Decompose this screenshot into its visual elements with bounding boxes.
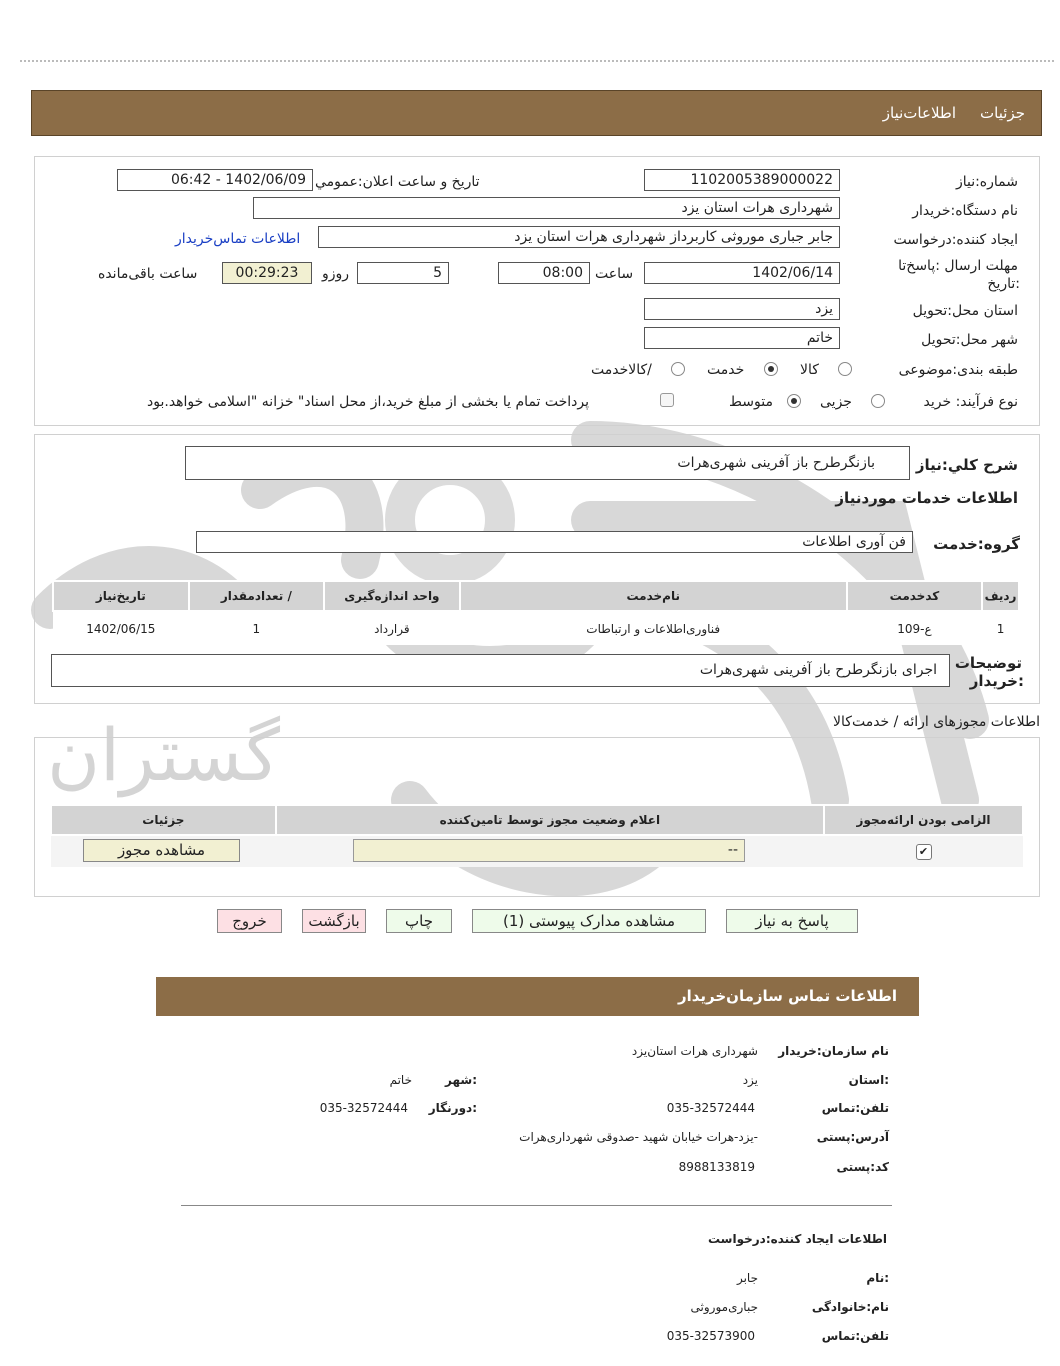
- col-row: ردیف: [982, 581, 1019, 611]
- contact-org-label: نام سازمان:خریدار: [778, 1044, 889, 1058]
- creator-family-value: جباری‌موروثی: [690, 1300, 758, 1314]
- cell-quantity: 1: [252, 621, 261, 636]
- cell-need-date: 1402/06/15: [86, 621, 156, 636]
- contact-postal-value: 8988133819: [678, 1160, 755, 1174]
- province-field: یزد: [644, 298, 840, 320]
- creator-section-title: اطلاعات ایجاد کننده:درخواست: [707, 1232, 887, 1246]
- cell-permit-required: [824, 835, 1023, 867]
- col-unit: واحد اندازه‌گیری: [324, 581, 460, 611]
- need-number-label: شماره:نیاز: [955, 174, 1018, 190]
- view-attachments-button[interactable]: مشاهده مدارک پیوستی (1): [472, 909, 706, 933]
- contact-province-label: :استان: [848, 1073, 889, 1087]
- buyer-notes-label-2: :خریدار: [969, 672, 1024, 690]
- contact-fax-label: :دورنگار: [428, 1101, 477, 1115]
- category-goods-radio[interactable]: [838, 362, 852, 376]
- buyer-notes-field: اجرای بازنگرطرح باز آفرینی شهری‌هرات: [51, 654, 950, 687]
- services-section-title: اطلاعات خدمات موردنیاز: [835, 489, 1018, 507]
- permits-table-header: [51, 805, 1023, 835]
- remaining-label: ساعت باقی‌مانده: [98, 266, 198, 282]
- category-label: طبقه بندی:موضوعی: [898, 362, 1018, 378]
- tab-need-info[interactable]: اطلاعات‌نیاز: [882, 104, 956, 122]
- treasury-payment-checkbox[interactable]: [660, 393, 674, 407]
- process-medium-radio[interactable]: [787, 394, 801, 408]
- process-label: نوع فرآیند: خرید: [923, 394, 1018, 410]
- reply-button[interactable]: پاسخ به نیاز: [726, 909, 858, 933]
- buyer-notes-label: توضیحات: [954, 654, 1022, 672]
- buyer-contact-link[interactable]: اطلاعات تماس‌خریدار: [175, 231, 301, 247]
- creator-name-value: جابر: [736, 1271, 758, 1285]
- category-goods-label: کالا: [800, 362, 819, 378]
- service-group-field: فن آوری اطلاعات: [196, 531, 913, 553]
- category-both-radio[interactable]: [671, 362, 685, 376]
- category-service-radio[interactable]: [764, 362, 778, 376]
- process-minor-label: جزیی: [820, 394, 852, 410]
- process-medium-label: متوسط: [729, 394, 773, 410]
- contact-header-title: اطلاعات تماس سازمان‌خریدار: [677, 987, 897, 1005]
- announce-label: تاریخ و ساعت اعلان:عمومي: [315, 174, 480, 190]
- buyer-org-field: شهرداری هرات استان یزد: [253, 197, 840, 219]
- days-field: 5: [357, 262, 449, 284]
- deadline-date-field: 1402/06/14: [644, 262, 840, 284]
- city-field: خاتم: [644, 327, 840, 349]
- col-service-name: نام‌خدمت: [460, 581, 847, 611]
- category-both-label: /کالاخدمت: [591, 362, 652, 378]
- creator-label: ایجاد کننده:درخواست: [893, 232, 1018, 248]
- services-table: [52, 580, 1020, 645]
- permit-required-checkbox[interactable]: ✔: [916, 844, 932, 860]
- general-description-field: بازنگرطرح باز آفرینی شهری‌هرات: [185, 446, 910, 480]
- deadline-label: مهلت ارسال :پاسخ‌تا: [898, 258, 1018, 274]
- cell-unit: قرارداد: [374, 621, 410, 636]
- contact-header-bar: [156, 977, 919, 1016]
- contact-org-value: شهرداری هرات استان‌یزد: [631, 1044, 758, 1058]
- province-label: استان محل:تحویل: [912, 303, 1018, 319]
- contact-fax-value: 035-32572444: [319, 1101, 408, 1115]
- cell-row: 1: [996, 621, 1005, 636]
- table-row: [53, 611, 1019, 645]
- buyer-org-label: نام دستگاه:خریدار: [912, 203, 1018, 219]
- contact-phone-label: تلفن:تماس: [821, 1101, 889, 1115]
- watermark-text: گستران: [47, 713, 280, 797]
- treasury-payment-note: پرداخت تمام یا بخشی از مبلغ خرید،از محل اسناد" خزانه "اسلامی خواهد.بود: [147, 394, 590, 410]
- contact-address-value: -یزد-هرات خیابان شهید -صدوقی شهرداری‌هرات: [519, 1130, 758, 1144]
- contact-province-value: یزد: [742, 1073, 758, 1087]
- time-label: ساعت: [595, 266, 634, 282]
- view-permit-button[interactable]: مشاهده مجوز: [83, 839, 240, 862]
- contact-city-value: خاتم: [389, 1073, 412, 1087]
- col-service-code: کدخدمت: [847, 581, 982, 611]
- days-label: روزو: [322, 266, 350, 282]
- city-label: شهر محل:تحویل: [921, 332, 1018, 348]
- contact-phone-value: 035-32572444: [666, 1101, 755, 1115]
- creator-phone-value: 035-32573900: [666, 1329, 755, 1343]
- deadline-label-date: :تاریخ: [987, 276, 1020, 292]
- col-permit-details: جزئیات: [51, 805, 276, 835]
- permits-section-title: اطلاعات مجوزهای ارائه / خدمت‌کالا: [833, 714, 1040, 730]
- page-header-bar: [31, 90, 1042, 136]
- contact-city-label: :شهر: [445, 1073, 477, 1087]
- need-number-field: 1102005389000022: [644, 169, 840, 191]
- contact-postal-label: کد:پستی: [836, 1160, 889, 1174]
- contact-divider: [181, 1205, 892, 1206]
- creator-name-label: :نام: [866, 1271, 889, 1285]
- cell-service-code: ع-109: [897, 621, 932, 636]
- col-permit-required: الزامی بودن ارائه‌مجوز: [824, 805, 1023, 835]
- remaining-time-field: 00:29:23: [222, 262, 312, 284]
- announce-field: 1402/06/09 - 06:42: [117, 169, 313, 191]
- contact-address-label: آدرس:پستی: [816, 1130, 889, 1144]
- permit-status-field: --: [353, 839, 745, 862]
- general-description-label: شرح کلي:نیاز: [915, 456, 1018, 474]
- category-service-label: خدمت: [707, 362, 745, 378]
- top-divider: [20, 60, 1054, 62]
- col-quantity: / تعدادمقدار: [189, 581, 324, 611]
- col-need-date: تاریخ‌نیاز: [53, 581, 189, 611]
- services-table-header: [53, 581, 1019, 611]
- creator-family-label: نام:خانوادگی: [811, 1300, 889, 1314]
- print-button[interactable]: چاپ: [386, 909, 452, 933]
- col-permit-status: اعلام وضعیت مجوز توسط تامین‌کننده: [276, 805, 824, 835]
- cell-service-name: فناوری‌اطلاعات و ارتباطات: [586, 621, 721, 636]
- back-button[interactable]: بازگشت: [302, 909, 366, 933]
- deadline-time-field: 08:00: [498, 262, 590, 284]
- exit-button[interactable]: خروج: [217, 909, 282, 933]
- service-group-label: گروه:خدمت: [933, 535, 1020, 553]
- creator-field: جابر جباری موروثی کاربرداز شهرداری هرات استان یزد: [318, 226, 840, 248]
- tab-details[interactable]: جزئیات: [980, 104, 1025, 122]
- process-minor-radio[interactable]: [871, 394, 885, 408]
- creator-phone-label: تلفن:تماس: [821, 1329, 889, 1343]
